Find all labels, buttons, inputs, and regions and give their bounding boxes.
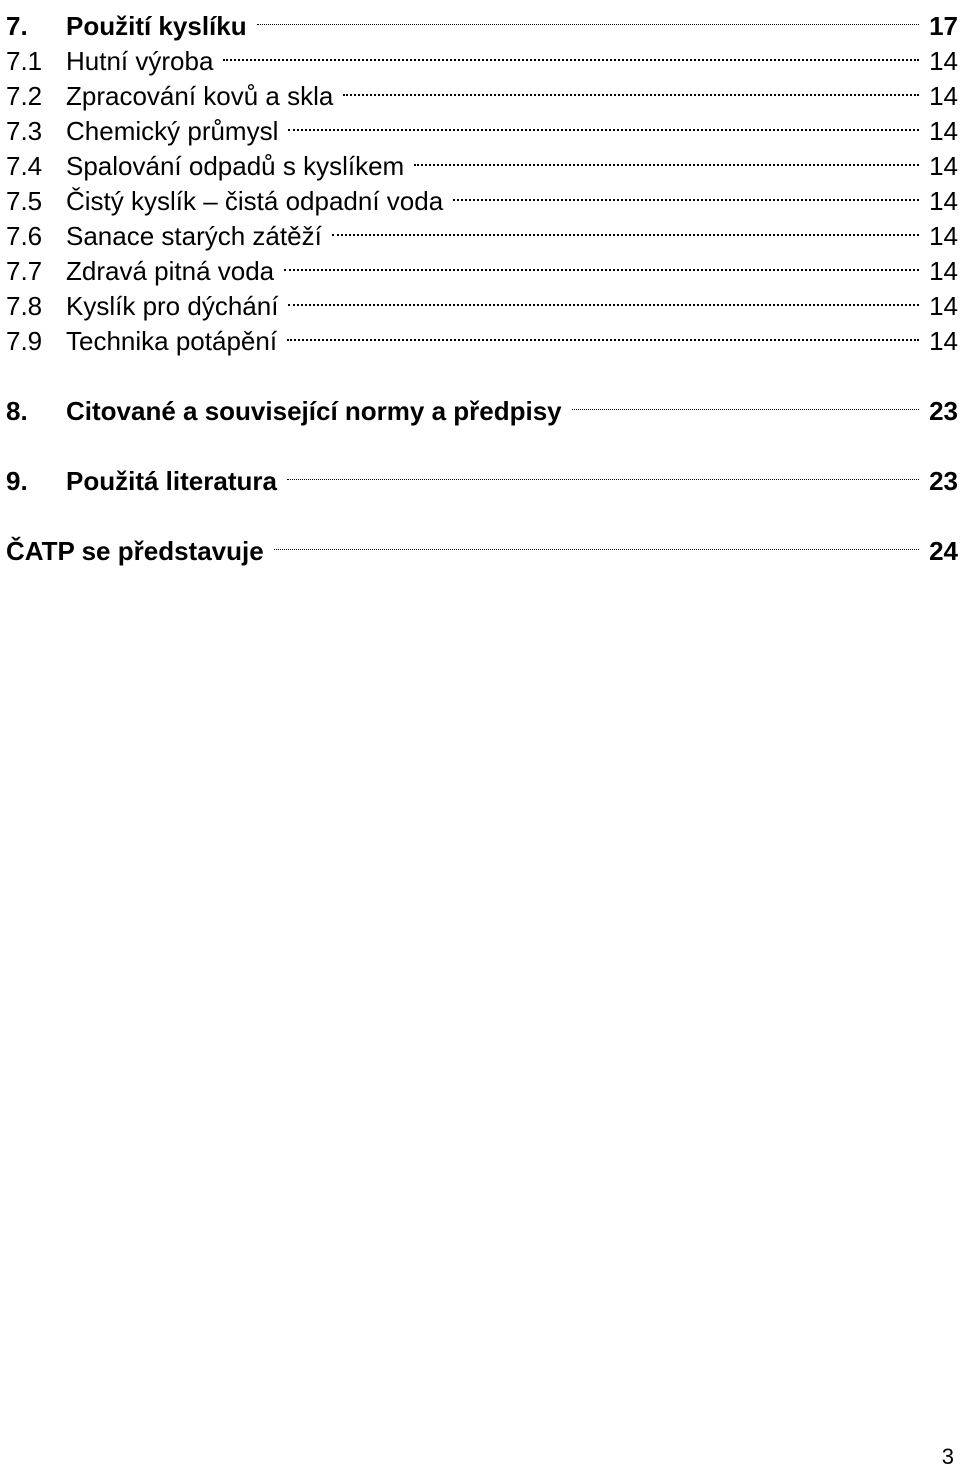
toc-number: 7.9 <box>6 326 43 356</box>
toc-page: 14 <box>929 81 958 111</box>
toc-number: 9. <box>6 466 28 496</box>
toc-number: 7.8 <box>6 291 43 321</box>
toc-number: 7.7 <box>6 256 43 286</box>
toc-title: Citované a související normy a předpisy <box>66 396 562 426</box>
toc-number: 7.4 <box>6 151 43 181</box>
toc-title: Použitá literatura <box>66 466 277 496</box>
toc-number: 7.3 <box>6 116 43 146</box>
dot-leader <box>288 280 923 315</box>
toc-page: 14 <box>929 256 958 286</box>
toc-page: 17 <box>929 11 958 41</box>
dot-leader <box>288 105 923 140</box>
dot-leader <box>332 210 923 245</box>
toc-title: Hutní výroba <box>66 46 214 76</box>
toc-chapter-8[interactable] <box>6 385 958 426</box>
toc-number: 8. <box>6 396 28 426</box>
toc-page: 14 <box>929 186 958 216</box>
toc-page: 24 <box>929 536 958 566</box>
toc-number: 7.6 <box>6 221 43 251</box>
table-of-contents <box>6 0 958 566</box>
toc-page: 23 <box>929 396 958 426</box>
dot-leader <box>414 140 923 175</box>
dot-leader <box>223 35 923 70</box>
dot-leader <box>572 385 923 420</box>
dot-leader <box>453 175 923 210</box>
toc-number: 7.5 <box>6 186 43 216</box>
toc-number: 7.1 <box>6 46 43 76</box>
toc-catp[interactable] <box>6 525 958 566</box>
dot-leader <box>287 455 923 490</box>
toc-page: 23 <box>929 466 958 496</box>
toc-title: Chemický průmysl <box>66 116 279 146</box>
toc-number: 7.2 <box>6 81 43 111</box>
toc-number: 7. <box>6 11 28 41</box>
toc-title: Použití kyslíku <box>66 11 247 41</box>
toc-chapter-9[interactable] <box>6 455 958 496</box>
toc-chapter-7[interactable] <box>6 0 958 41</box>
page-number: 3 <box>941 1444 954 1469</box>
toc-page: 14 <box>929 291 958 321</box>
dot-leader <box>287 315 923 350</box>
toc-title: Technika potápění <box>66 326 278 356</box>
toc-title: Kyslík pro dýchání <box>66 291 279 321</box>
toc-page: 14 <box>929 221 958 251</box>
toc-page: 14 <box>929 151 958 181</box>
toc-title: Čistý kyslík – čistá odpadní voda <box>66 186 444 216</box>
toc-title: ČATP se představuje <box>6 536 264 566</box>
toc-title: Spalování odpadů s kyslíkem <box>66 151 405 181</box>
toc-title: Sanace starých zátěží <box>66 221 322 251</box>
dot-leader <box>343 70 923 105</box>
dot-leader <box>274 525 923 560</box>
dot-leader <box>257 0 923 35</box>
toc-page: 14 <box>929 116 958 146</box>
toc-title: Zpracování kovů a skla <box>66 81 334 111</box>
toc-title: Zdravá pitná voda <box>66 256 275 286</box>
dot-leader <box>284 245 923 280</box>
toc-page: 14 <box>929 326 958 356</box>
toc-page: 14 <box>929 46 958 76</box>
